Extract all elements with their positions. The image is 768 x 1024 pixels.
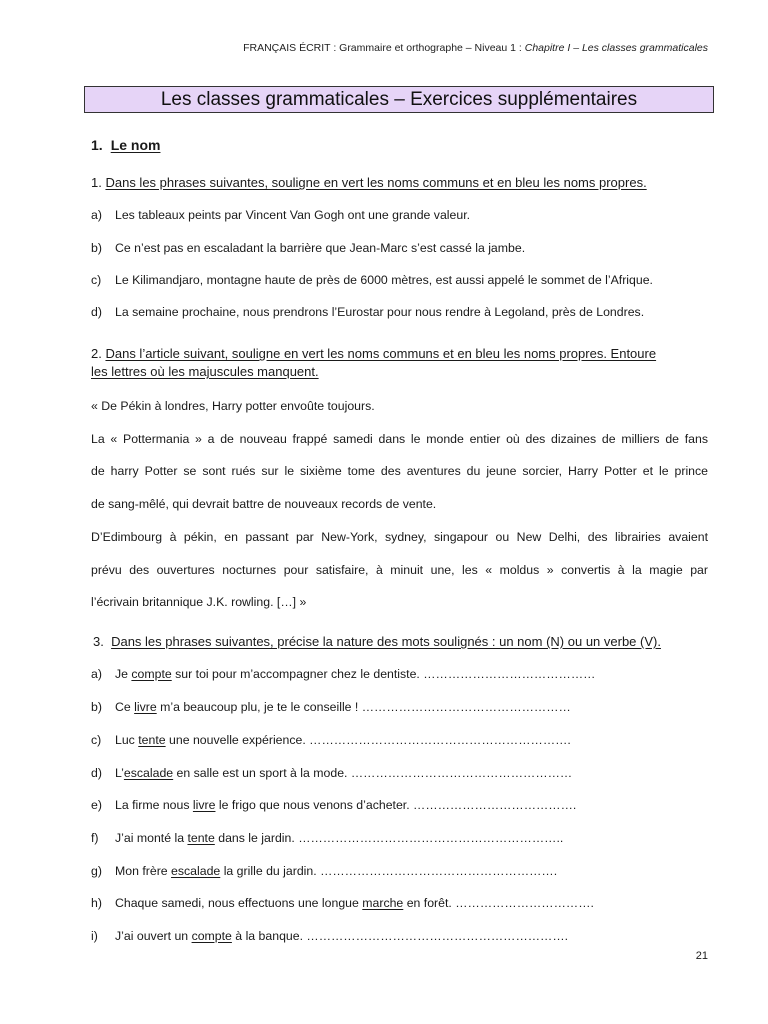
underlined-word: compte <box>191 929 232 943</box>
underlined-word: compte <box>131 667 172 681</box>
item-text: La semaine prochaine, nous prendrons l’Eurostar pour nous rendre à Legoland, près de Londres. <box>115 305 645 319</box>
item-label: b) <box>91 700 102 714</box>
exercise-2-number: 2. <box>91 346 102 361</box>
underlined-word: escalade <box>171 864 221 878</box>
underlined-word: livre <box>134 700 157 714</box>
item-label: a) <box>91 208 102 222</box>
article-line: prévu des ouvertures nocturnes pour satisfaire, à minuit une, les « moldus » convertis à la magie par <box>91 563 708 577</box>
exercise-1-item <box>91 240 708 256</box>
item-label: b) <box>91 241 102 255</box>
exercise-3-item <box>91 830 708 846</box>
page-number: 21 <box>695 950 708 962</box>
exercise-1-item <box>91 304 708 320</box>
exercise-3-instruction <box>93 634 710 650</box>
exercise-2-instruction-line-1: Dans l’article suivant, souligne en vert les noms communs et en bleu les noms propres. Entoure <box>105 346 657 361</box>
exercise-1-instruction <box>91 175 708 191</box>
item-text-before: Ce <box>115 700 135 714</box>
item-text-after: le frigo que nous venons d’acheter. …………………………………. <box>215 798 577 812</box>
exercise-2-instruction-continued <box>91 364 708 380</box>
item-text-before: J’ai monté la <box>115 831 188 845</box>
running-head <box>243 42 708 54</box>
exercise-2-instruction-line-2: les lettres où les majuscules manquent. <box>91 364 319 379</box>
exercise-1-item <box>91 272 708 288</box>
exercise-3-item <box>91 765 708 781</box>
article-line: « De Pékin à londres, Harry potter envoûte toujours. <box>91 399 375 413</box>
item-text: Le Kilimandjaro, montagne haute de près de 6000 mètres, est aussi appelé le sommet de l’Afrique. <box>115 273 653 287</box>
item-text-before: Luc <box>115 733 139 747</box>
exercise-3-item <box>91 699 708 715</box>
exercise-3-item <box>91 666 708 682</box>
item-label: h) <box>91 896 102 910</box>
article-line: de sang-mêlé, qui devrait battre de nouveaux records de vente. <box>91 497 437 511</box>
exercise-2-instruction <box>91 346 708 362</box>
underlined-word: livre <box>192 798 216 812</box>
item-label: d) <box>91 766 102 780</box>
item-text-before: Je <box>115 667 132 681</box>
running-head-chapter: Chapitre I – Les classes grammaticales <box>524 42 708 54</box>
item-text-after: en salle est un sport à la mode. ……………………………………………… <box>173 766 573 780</box>
underlined-word: tente <box>138 733 166 747</box>
article-line: de harry Potter se sont rués sur le sixième tome des aventures du jeune sorcier, Harry Potter et le prince <box>91 464 708 478</box>
item-text-before: Mon frère <box>115 864 172 878</box>
item-text-before: Chaque samedi, nous effectuons une longue <box>115 896 363 910</box>
item-label: g) <box>91 864 102 878</box>
exercise-3-item <box>91 732 708 748</box>
running-head-prefix: FRANÇAIS ÉCRIT : Grammaire et orthographe – Niveau 1 : <box>243 42 525 54</box>
item-label: d) <box>91 305 102 319</box>
exercise-3-instruction-text: Dans les phrases suivantes, précise la nature des mots soulignés : un nom (N) ou un verbe (V). <box>111 634 661 649</box>
item-text: Ce n’est pas en escaladant la barrière que Jean-Marc s’est cassé la jambe. <box>115 241 526 255</box>
exercise-3-item <box>91 797 708 813</box>
item-label: i) <box>91 929 98 943</box>
item-text: Les tableaux peints par Vincent Van Gogh ont une grande valeur. <box>115 208 471 222</box>
exercise-1-number: 1. <box>91 175 102 190</box>
item-label: c) <box>91 733 102 747</box>
underlined-word: marche <box>362 896 404 910</box>
item-text-after: sur toi pour m’accompagner chez le dentiste. …………………………………… <box>171 667 596 681</box>
page-title: Les classes grammaticales – Exercices supplémentaires <box>84 86 714 113</box>
item-text-after: la grille du jardin. …………………………………………………. <box>220 864 558 878</box>
item-text-after: m’a beaucoup plu, je te le conseille ! …………………………………………… <box>156 700 571 714</box>
section-number: 1. <box>91 137 103 153</box>
underlined-word: tente <box>187 831 215 845</box>
section-heading <box>91 137 160 153</box>
item-label: c) <box>91 273 102 287</box>
item-text-after: à la banque. ………………………………………………………. <box>231 929 569 943</box>
exercise-3-item <box>91 895 708 911</box>
exercise-1-instruction-text: Dans les phrases suivantes, souligne en vert les noms communs et en bleu les noms propres. <box>105 175 647 190</box>
item-label: f) <box>91 831 99 845</box>
item-label: e) <box>91 798 102 812</box>
item-text-before: La firme nous <box>115 798 193 812</box>
exercise-3-item <box>91 863 708 879</box>
item-text-after: une nouvelle expérience. ………………………………………………………. <box>165 733 571 747</box>
section-title: Le nom <box>110 137 161 153</box>
article-line: D’Edimbourg à pékin, en passant par New-York, sydney, singapour ou New Delhi, des librairies avaient <box>91 530 708 544</box>
item-text-before: J’ai ouvert un <box>115 929 192 943</box>
article-line: l’écrivain britannique J.K. rowling. […] » <box>91 595 307 609</box>
underlined-word: escalade <box>123 766 174 780</box>
item-text-after: dans le jardin. ……………………………………………………….. <box>214 831 564 845</box>
exercise-1-item <box>91 207 708 223</box>
article-line: La « Pottermania » a de nouveau frappé samedi dans le monde entier où des dizaines de milliers de fans <box>91 432 708 446</box>
item-label: a) <box>91 667 102 681</box>
exercise-3-number: 3. <box>93 634 104 649</box>
exercise-3-item <box>91 928 708 944</box>
item-text-after: en forêt. ……………………………. <box>403 896 594 910</box>
item-text-before: L’ <box>115 766 124 780</box>
